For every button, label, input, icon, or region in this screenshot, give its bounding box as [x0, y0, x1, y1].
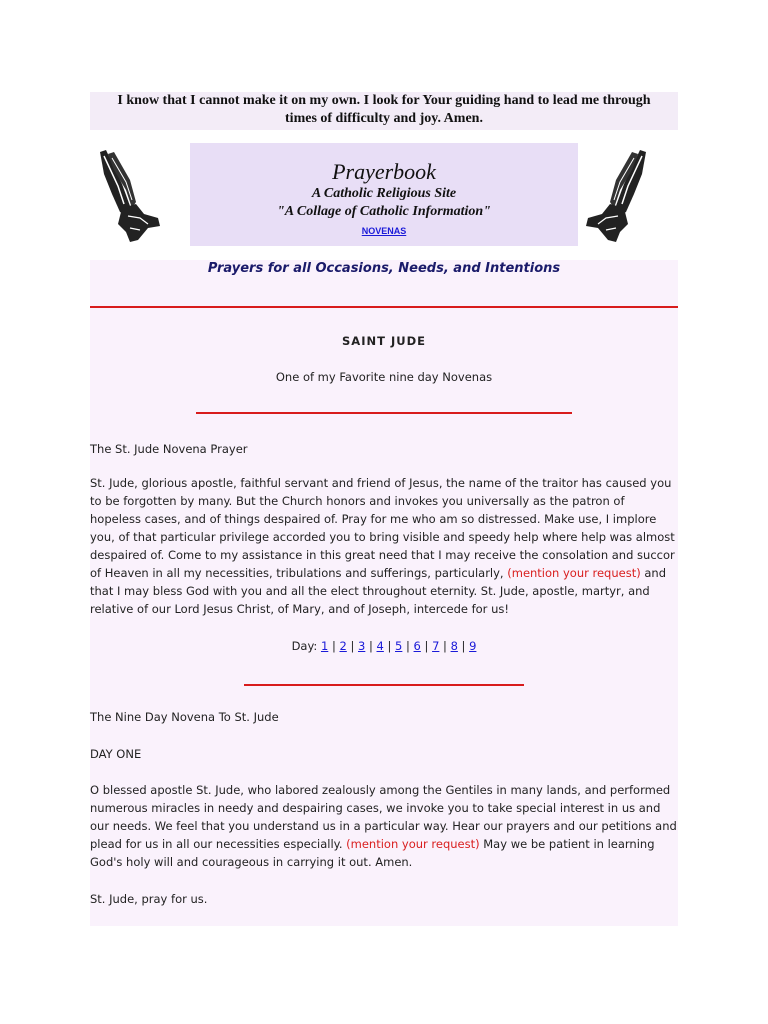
day-label: Day: — [291, 639, 318, 653]
novena-title: The Nine Day Novena To St. Jude — [90, 710, 279, 724]
mention-request: (mention your request) — [346, 837, 480, 851]
praying-hands-icon — [92, 146, 162, 246]
day-link-1[interactable]: 1 — [320, 639, 329, 653]
praying-hands-icon — [584, 146, 654, 246]
day-one-heading: DAY ONE — [90, 747, 142, 761]
day-link-9[interactable]: 9 — [469, 639, 477, 653]
day-link-5[interactable]: 5 — [395, 639, 403, 653]
novenas-link[interactable]: NOVENAS — [361, 226, 407, 236]
day-link-3[interactable]: 3 — [358, 639, 366, 653]
intro-line-2: times of difficulty and joy. Amen. — [285, 111, 483, 126]
day-link-6[interactable]: 6 — [413, 639, 421, 653]
prayerbook-banner — [190, 143, 578, 246]
site-title: Prayerbook — [332, 159, 436, 184]
page-heading: Prayers for all Occasions, Needs, and Intentions — [207, 261, 561, 276]
prayer-text: St. Jude, glorious apostle, faithful servant and friend of Jesus, the name of the traitor has caused you to be forgotten by many. But the Church honors and invokes you universally as the patron of hopeless cases, and of things despaired of. Pray for me who am so distressed. Make use, I implore you, of that particular privilege accorded you to bring visible and speedy help where help was almost despaired of. Come to my assistance in this great need that I may receive the consolation and succor of Heaven in all my necessities, tribulations and sufferings, particularly, (mention your request) and that I may bless God with you and all the elect throughout eternity. St. Jude, apostle, martyr, and relative of our Lord Jesus Christ, of Mary, and of Joseph, intercede for us! — [90, 476, 675, 616]
saint-title: SAINT JUDE — [342, 334, 426, 348]
favorite-note: One of my Favorite nine day Novenas — [275, 370, 493, 384]
divider — [244, 684, 524, 686]
divider — [196, 412, 572, 414]
day-link-4[interactable]: 4 — [376, 639, 384, 653]
day-one-text: O blessed apostle St. Jude, who labored zealously among the Gentiles in many lands, and performed numerous miracles in needy and despairing cases, we invoke you to take special interest in us and our needs. We feel that you understand us in a particular way. Hear our prayers and our petitions and plead for us in all our necessities especially. (mention your request) May we be patient in learning God's holy will and courageous in carrying it out. Amen. — [90, 783, 677, 869]
divider — [90, 306, 678, 308]
content-panel — [90, 260, 678, 926]
closing-line: St. Jude, pray for us. — [90, 892, 208, 906]
prayer-title: The St. Jude Novena Prayer — [90, 442, 248, 456]
intro-prayer — [90, 92, 678, 130]
site-tagline: "A Collage of Catholic Information" — [277, 204, 491, 219]
day-link-2[interactable]: 2 — [339, 639, 347, 653]
day-link-8[interactable]: 8 — [450, 639, 458, 653]
mention-request: (mention your request) — [507, 566, 641, 580]
day-navigation: Day: 1 | 2 | 3 | 4 | 5 | 6 | 7 | 8 | 9 — [291, 639, 477, 653]
day-link-7[interactable]: 7 — [432, 639, 440, 653]
intro-line-1: I know that I cannot make it on my own. I look for Your guiding hand to lead me through — [117, 93, 651, 108]
site-subtitle: A Catholic Religious Site — [311, 186, 457, 201]
